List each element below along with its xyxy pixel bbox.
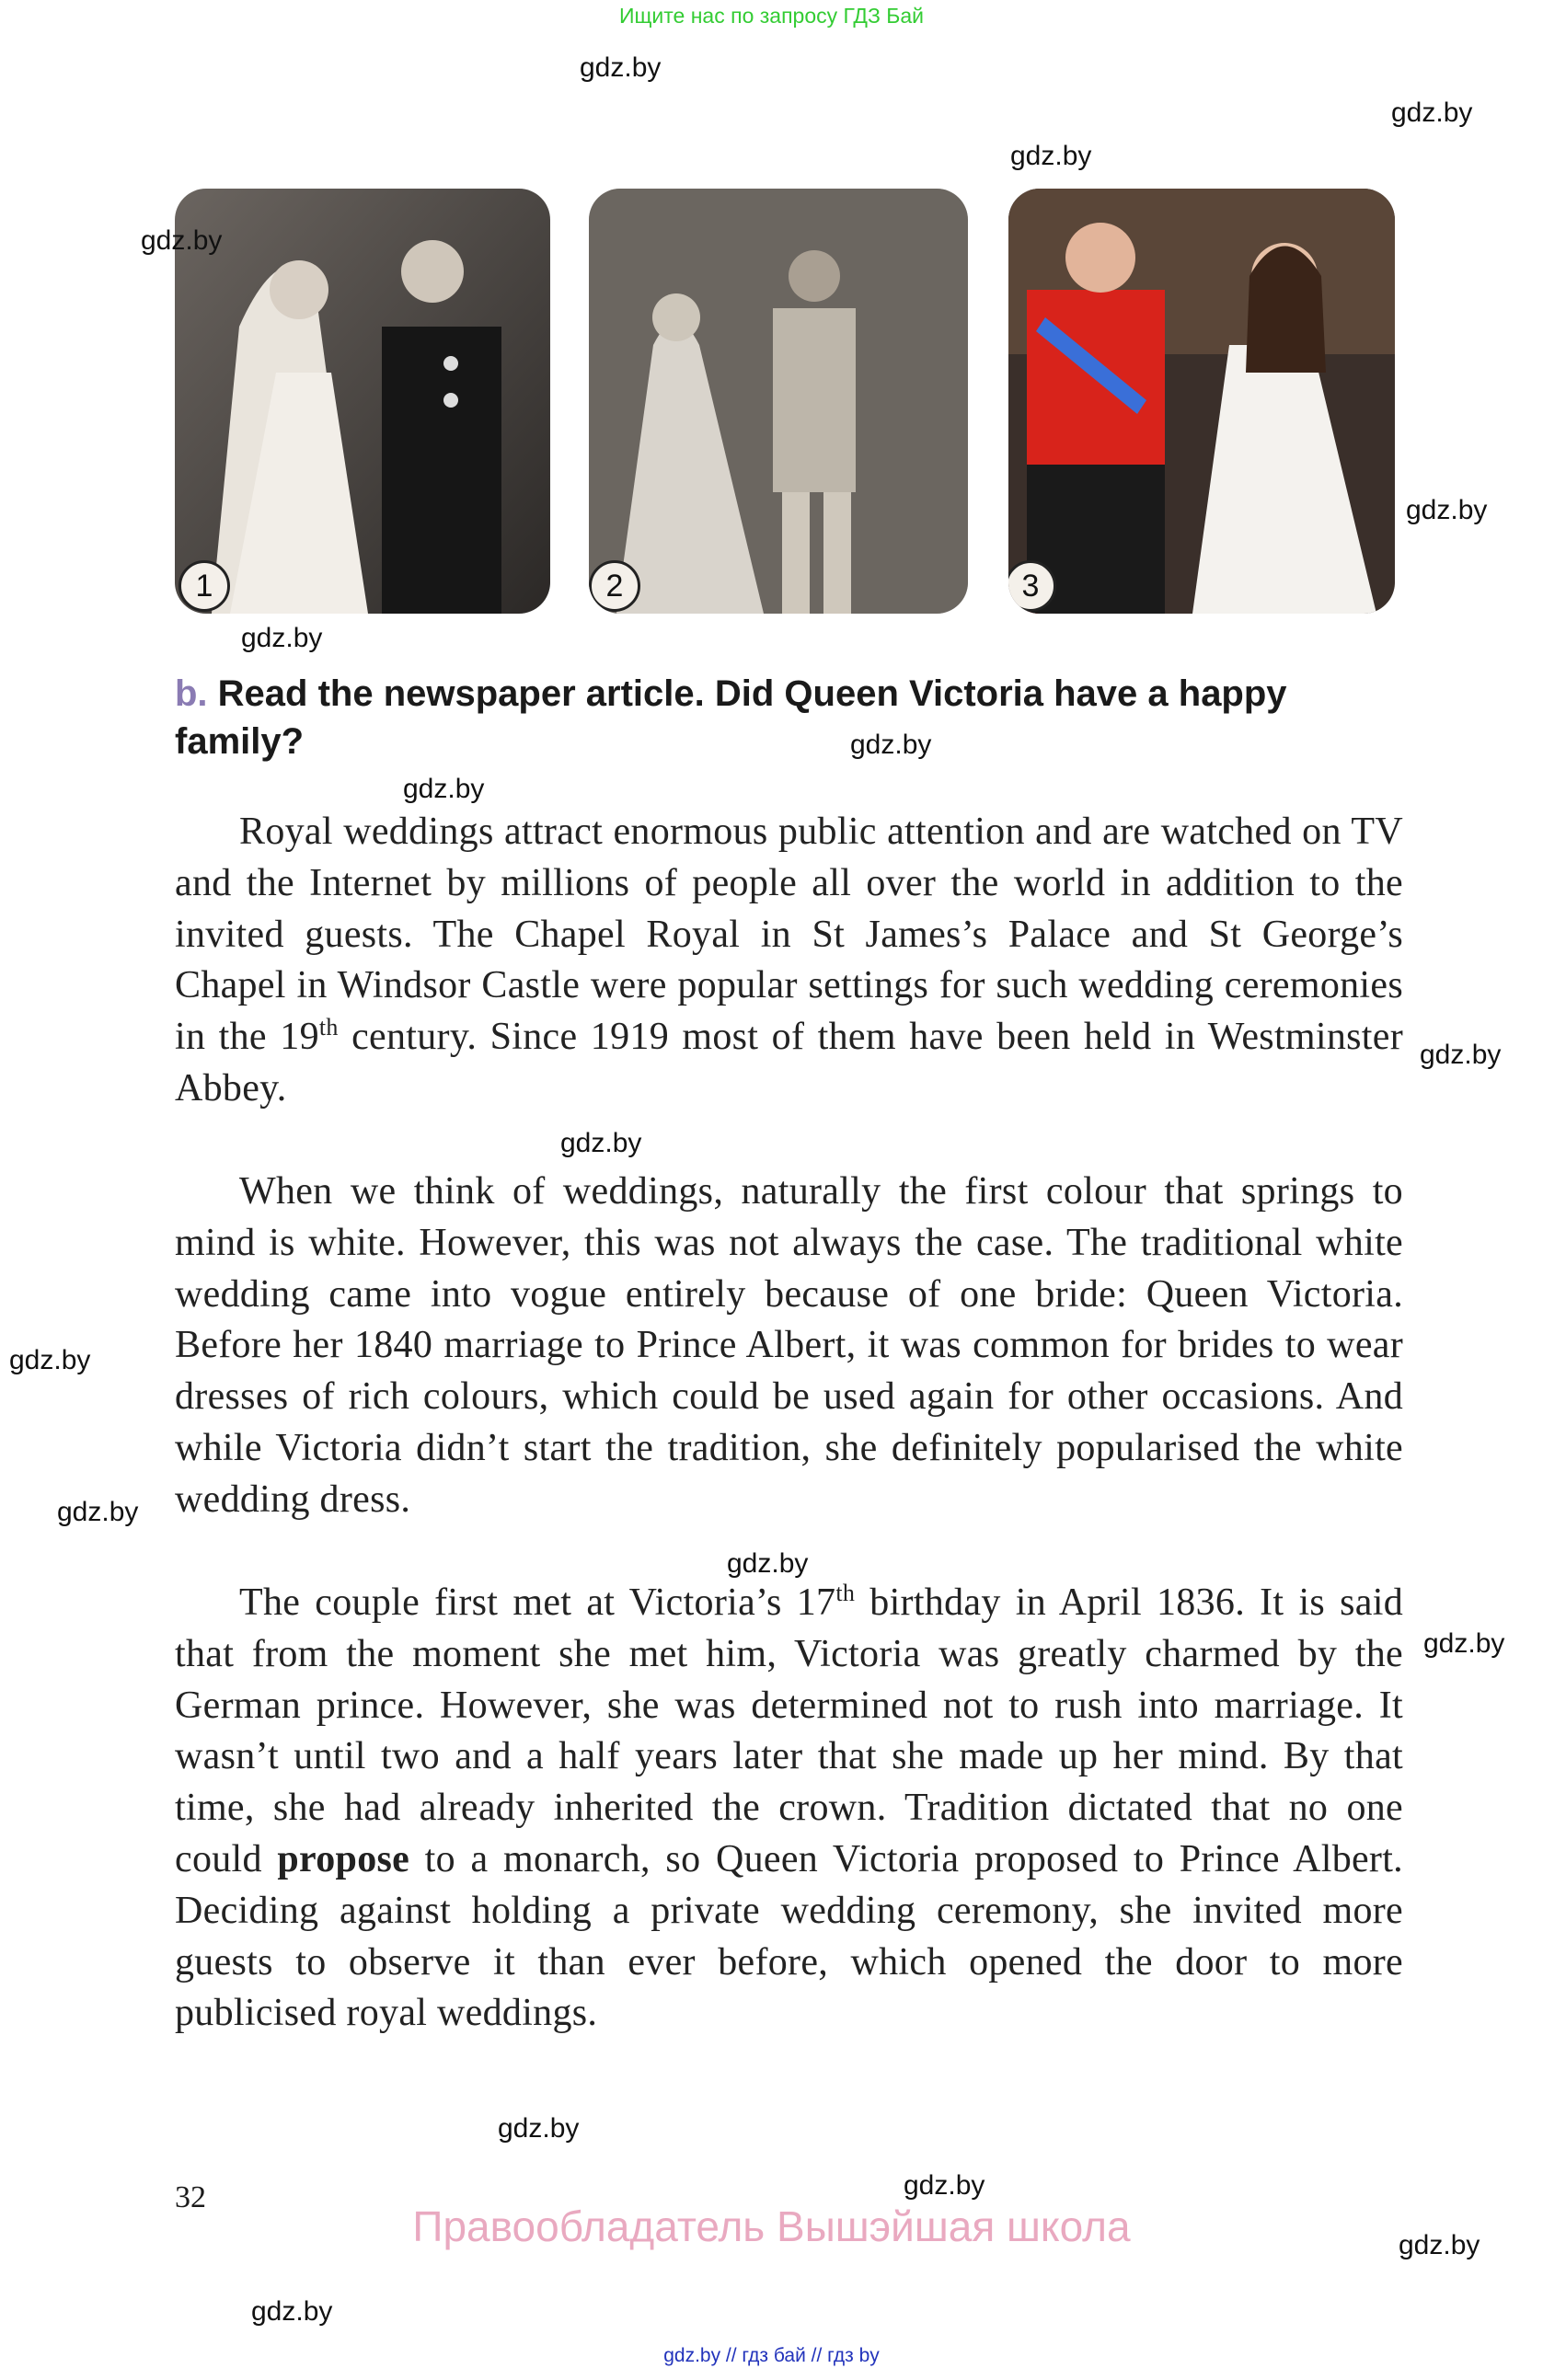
paragraph-text: Royal weddings attract enormous public attention and are watched on TV and the Internet by millions of people all over the world in addition to the invited guests. The Chapel Royal in St James’s Palace and St George’s Chapel in Windsor Castle were popular settings for such wedding ceremonies in the 19 [175,811,1403,1059]
photo-number-badge: 1 [178,560,230,612]
watermark: gdz.by [9,1345,91,1375]
task-letter: b. [175,673,208,714]
watermark: gdz.by [251,2296,333,2327]
watermark: gdz.by [850,730,932,760]
paragraph-text: century. Since 1919 most of them have been held in Westminster Abbey. [175,1016,1403,1110]
article-paragraph-1 [175,807,1403,1115]
watermark: gdz.by [1420,1040,1502,1070]
article-paragraph-2 [175,1167,1403,1526]
photo-number-badge: 3 [1008,560,1056,612]
photo-1 [175,189,550,614]
watermark: gdz.by [403,774,485,804]
article-paragraph-3 [175,1578,1403,2040]
watermark: gdz.by [1010,141,1092,171]
task-text: Read the newspaper article. Did Queen Victoria have a happy family? [175,673,1287,762]
paragraph-text: to a monarch, so Queen Victoria proposed to Prince Albert. Deciding against holding a private wedding ceremony, she invited more guests to observe it than ever before, which opened the door to more publicised royal weddings. [175,1837,1403,2035]
superscript: th [318,1014,339,1041]
bold-word: propose [277,1837,410,1880]
superscript: th [835,1580,856,1606]
photo-2 [589,189,968,614]
paragraph-text: The couple first met at Victoria’s 17 [239,1581,836,1624]
photo-number-badge: 2 [589,560,640,612]
paragraph-text: When we think of weddings, naturally the first colour that springs to mind is white. However, this was not always the case. The traditional white wedding came into vogue entirely because of one bride: Queen Victoria. Before her 1840 marriage to Prince Albert, it was common for brides to wear dresses of rich colours, which could be used again for other occasions. And while Victoria didn’t start the tradition, she definitely popularised the white wedding dress. [175,1170,1403,1521]
watermark: gdz.by [1391,98,1473,128]
photo-2-image [589,189,968,614]
watermark: gdz.by [141,225,223,256]
photo-3-image [1008,189,1395,614]
photo-1-image [175,189,550,614]
watermark: gdz.by [1406,495,1488,525]
watermark: gdz.by [1423,1628,1505,1659]
watermark: gdz.by [560,1128,642,1158]
paragraph-text: birthday in April 1836. It is said that from the moment she met him, Victoria was greatly charmed by the German prince. However, she was determined not to rush into marriage. It wasn’t until two and a half years later that she made up her mind. By that time, she had already inherited the crown. Tradition dictated that no one could [175,1581,1403,1880]
page-number: 32 [175,2180,206,2214]
task-heading [175,670,1403,765]
top-banner[interactable]: Ищите нас по запросу ГДЗ Бай [618,4,925,28]
watermark: gdz.by [57,1497,139,1527]
watermark: gdz.by [727,1548,809,1579]
watermark: gdz.by [1399,2230,1480,2260]
watermark: gdz.by [498,2113,580,2144]
watermark: gdz.by [904,2170,985,2201]
footer-links[interactable]: gdz.by // гдз бай // гдз by [663,2345,880,2366]
watermark: gdz.by [241,623,323,653]
copyright-owner: Правообладатель Вышэйшая школа [412,2202,1131,2250]
watermark: gdz.by [580,52,662,83]
photo-3 [1008,189,1395,614]
